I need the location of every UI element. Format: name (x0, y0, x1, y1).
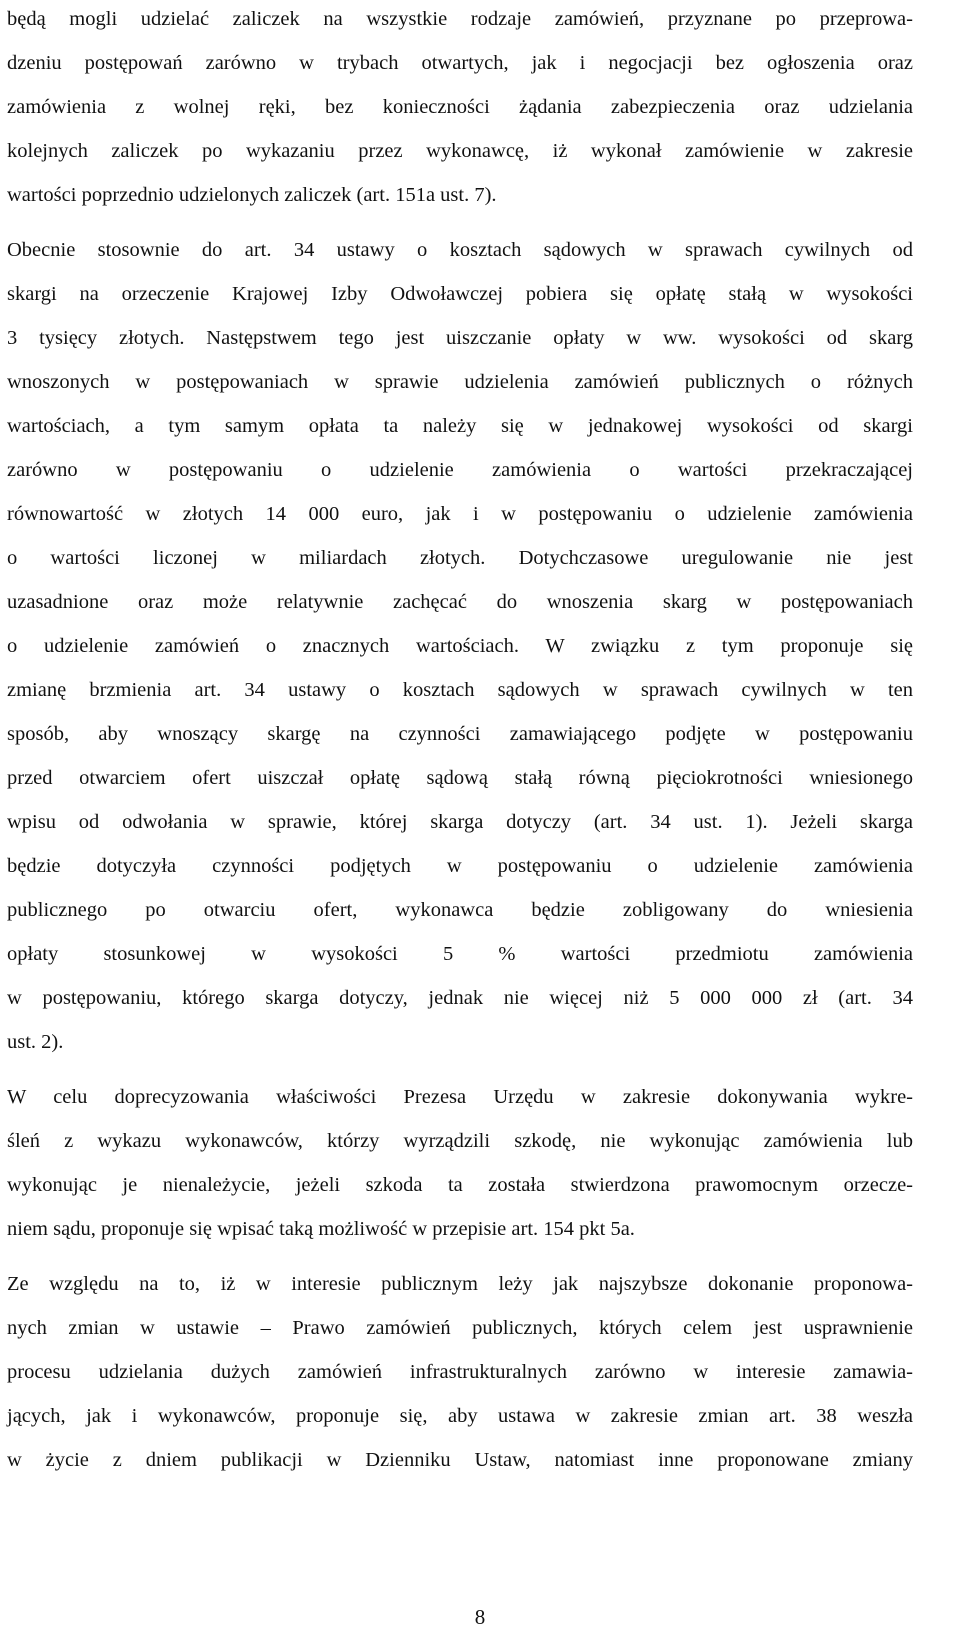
text-line: uzasadnione oraz może relatywnie zachęcać do wnoszenia skarg w postępowaniach (7, 591, 913, 613)
paragraph-gap (7, 1251, 913, 1262)
text-line: W celu doprecyzowania właściwości Prezesa Urzędu w zakresie dokonywania wykre- (7, 1086, 913, 1108)
paragraph-advance-payments (7, 0, 913, 217)
text-line: procesu udzielania dużych zamówień infrastrukturalnych zarówno w interesie zamawia- (7, 1361, 913, 1383)
text-line: niem sądu, proponuje się wpisać taką możliwość w przepisie art. 154 pkt 5a. (7, 1218, 635, 1240)
text-line: o wartości liczonej w miliardach złotych. Dotychczasowe uregulowanie nie jest (7, 547, 913, 569)
paragraph-court-fees (7, 228, 913, 1064)
text-line: ust. 2). (7, 1031, 64, 1053)
text-line: wpisu od odwołania w sprawie, której skarga dotyczy (art. 34 ust. 1). Jeżeli skarga (7, 811, 913, 833)
text-line: równowartość w złotych 14 000 euro, jak i w postępowaniu o udzielenie zamówienia (7, 503, 913, 525)
paragraph-gap (7, 1064, 913, 1075)
paragraph-entry-into-force (7, 1262, 913, 1482)
paragraph-president-competence (7, 1075, 913, 1251)
text-line: publicznego po otwarciu ofert, wykonawca będzie zobligowany do wniesienia (7, 899, 913, 921)
text-line: sposób, aby wnoszący skargę na czynności zamawiającego podjęte w postępowaniu (7, 723, 913, 745)
text-line: wartościach, a tym samym opłata ta należy się w jednakowej wysokości od skargi (7, 415, 913, 437)
text-line: opłaty stosunkowej w wysokości 5 % wartości przedmiotu zamówienia (7, 943, 913, 965)
text-line: Ze względu na to, iż w interesie publicznym leży jak najszybsze dokonanie proponowa- (7, 1273, 913, 1295)
text-line: będą mogli udzielać zaliczek na wszystkie rodzaje zamówień, przyznane po przeprowa- (7, 8, 913, 30)
text-line: jących, jak i wykonawców, proponuje się, aby ustawa w zakresie zmian art. 38 weszła (7, 1405, 913, 1427)
text-line: nych zmian w ustawie – Prawo zamówień publicznych, których celem jest usprawnienie (7, 1317, 913, 1339)
text-line: o udzielenie zamówień o znacznych wartościach. W związku z tym proponuje się (7, 635, 913, 657)
text-line: zmianę brzmienia art. 34 ustawy o kosztach sądowych w sprawach cywilnych w ten (7, 679, 913, 701)
text-line: 3 tysięcy złotych. Następstwem tego jest uiszczanie opłaty w ww. wysokości od skarg (7, 327, 913, 349)
text-line: wnoszonych w postępowaniach w sprawie udzielenia zamówień publicznych o różnych (7, 371, 913, 393)
text-line: skargi na orzeczenie Krajowej Izby Odwoławczej pobiera się opłatę stałą w wysokości (7, 283, 913, 305)
text-line: wartości poprzednio udzielonych zaliczek (art. 151a ust. 7). (7, 184, 497, 206)
text-line: w życie z dniem publikacji w Dzienniku Ustaw, natomiast inne proponowane zmiany (7, 1449, 913, 1471)
text-line: kolejnych zaliczek po wykazaniu przez wykonawcę, iż wykonał zamówienie w zakresie (7, 140, 913, 162)
text-line: Obecnie stosownie do art. 34 ustawy o kosztach sądowych w sprawach cywilnych od (7, 239, 913, 261)
text-line: przed otwarciem ofert uiszczał opłatę sądową stałą równą pięciokrotności wniesionego (7, 767, 913, 789)
document-page (7, 0, 913, 1482)
text-line: zamówienia z wolnej ręki, bez konieczności żądania zabezpieczenia oraz udzielania (7, 96, 913, 118)
text-line: śleń z wykazu wykonawców, którzy wyrządzili szkodę, nie wykonując zamówienia lub (7, 1130, 913, 1152)
text-line: będzie dotyczyła czynności podjętych w postępowaniu o udzielenie zamówienia (7, 855, 913, 877)
text-line: zarówno w postępowaniu o udzielenie zamówienia o wartości przekraczającej (7, 459, 913, 481)
page-number: 8 (474, 1605, 486, 1629)
text-line: dzeniu postępowań zarówno w trybach otwartych, jak i negocjacji bez ogłoszenia oraz (7, 52, 913, 74)
paragraph-gap (7, 217, 913, 228)
text-line: w postępowaniu, którego skarga dotyczy, jednak nie więcej niż 5 000 000 zł (art. 34 (7, 987, 913, 1009)
text-line: wykonując je nienależycie, jeżeli szkoda ta została stwierdzona prawomocnym orzecze- (7, 1174, 913, 1196)
